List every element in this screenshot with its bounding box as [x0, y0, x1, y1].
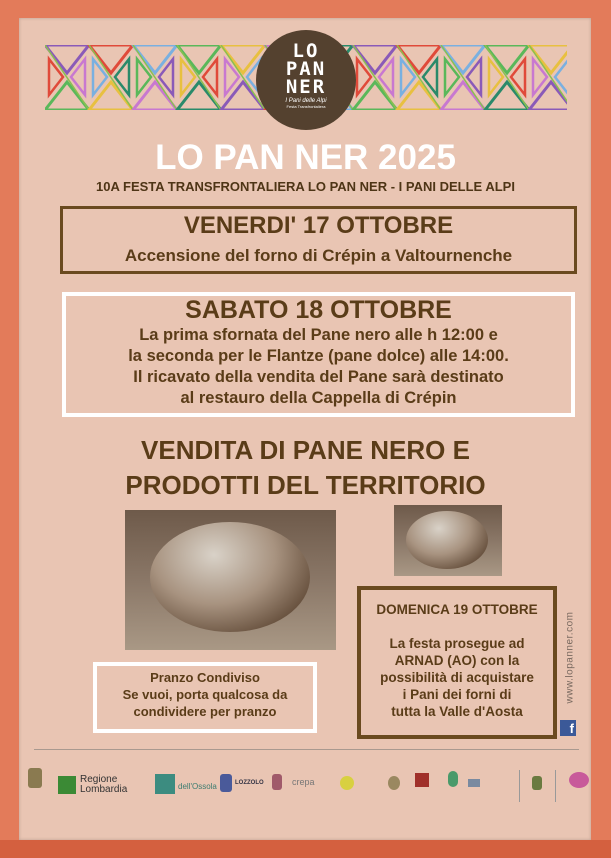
sponsor-logos	[20, 768, 590, 808]
saturday-line: Il ricavato della vendita del Pane sarà destinato	[133, 368, 504, 386]
lo-pan-ner-logo: LO PAN NER I Pani delle Alpi Festa Transfrontaliera	[256, 30, 356, 130]
lunch-box: Pranzo Condiviso Se vuoi, porta qualcosa da condividere per pranzo	[93, 662, 317, 733]
saturday-line: La prima sfornata del Pane nero alle h 12:00 e	[139, 326, 498, 344]
crepa-text: crepa	[292, 777, 315, 787]
unesco-logo	[468, 779, 480, 787]
lombardia-text: Regione Lombardia	[80, 774, 128, 795]
sale-heading: VENDITA DI PANE NERO E PRODOTTI DEL TERRITORIO	[125, 435, 486, 500]
bread-photo-large	[125, 510, 336, 650]
ossola-text: dell'Ossola	[178, 782, 217, 791]
crest-logo	[28, 768, 42, 788]
saturday-line: la seconda per le Flantze (pane dolce) alle 14:00.	[128, 347, 509, 365]
crest-logo	[272, 774, 282, 790]
sunday-heading: DOMENICA 19 OTTOBRE	[376, 602, 538, 617]
friday-text: Accensione del forno di Crépin a Valtournenche	[124, 246, 513, 265]
lozzolo-crest	[220, 774, 232, 792]
website-link[interactable]: www.lopanner.com	[564, 611, 576, 704]
sponsor-logo	[448, 771, 458, 787]
lozzolo-text: LOZZOLO	[235, 780, 264, 786]
event-title: LO PAN NER 2025	[155, 138, 456, 177]
lombardia-logo	[58, 776, 76, 794]
sponsor-logo	[532, 776, 542, 790]
event-subtitle: 10A FESTA TRANSFRONTALIERA LO PAN NER - I PANI DELLE ALPI	[96, 179, 515, 194]
divider	[34, 749, 579, 750]
saturday-box	[62, 292, 575, 417]
sunday-box: DOMENICA 19 OTTOBRE La festa prosegue ad ARNAD (AO) con la possibilità di acquistare i Pani dei forni di tutta la Valle d'Aosta	[357, 586, 557, 739]
poster-frame-bottom	[0, 840, 611, 858]
sponsor-logo	[388, 776, 400, 790]
heart-logo	[569, 772, 589, 788]
facebook-icon[interactable]: f	[560, 720, 576, 736]
logo-separator	[555, 770, 556, 802]
sponsor-logo	[340, 776, 354, 790]
ossola-logo	[155, 774, 175, 794]
saturday-line: al restauro della Cappella di Crépin	[180, 389, 457, 407]
sponsor-logo	[415, 773, 429, 787]
friday-heading: VENERDI' 17 OTTOBRE	[183, 212, 454, 239]
friday-box	[60, 206, 577, 274]
bread-photo-small	[394, 505, 502, 576]
logo-separator	[519, 770, 520, 802]
saturday-heading: SABATO 18 OTTOBRE	[185, 296, 452, 324]
